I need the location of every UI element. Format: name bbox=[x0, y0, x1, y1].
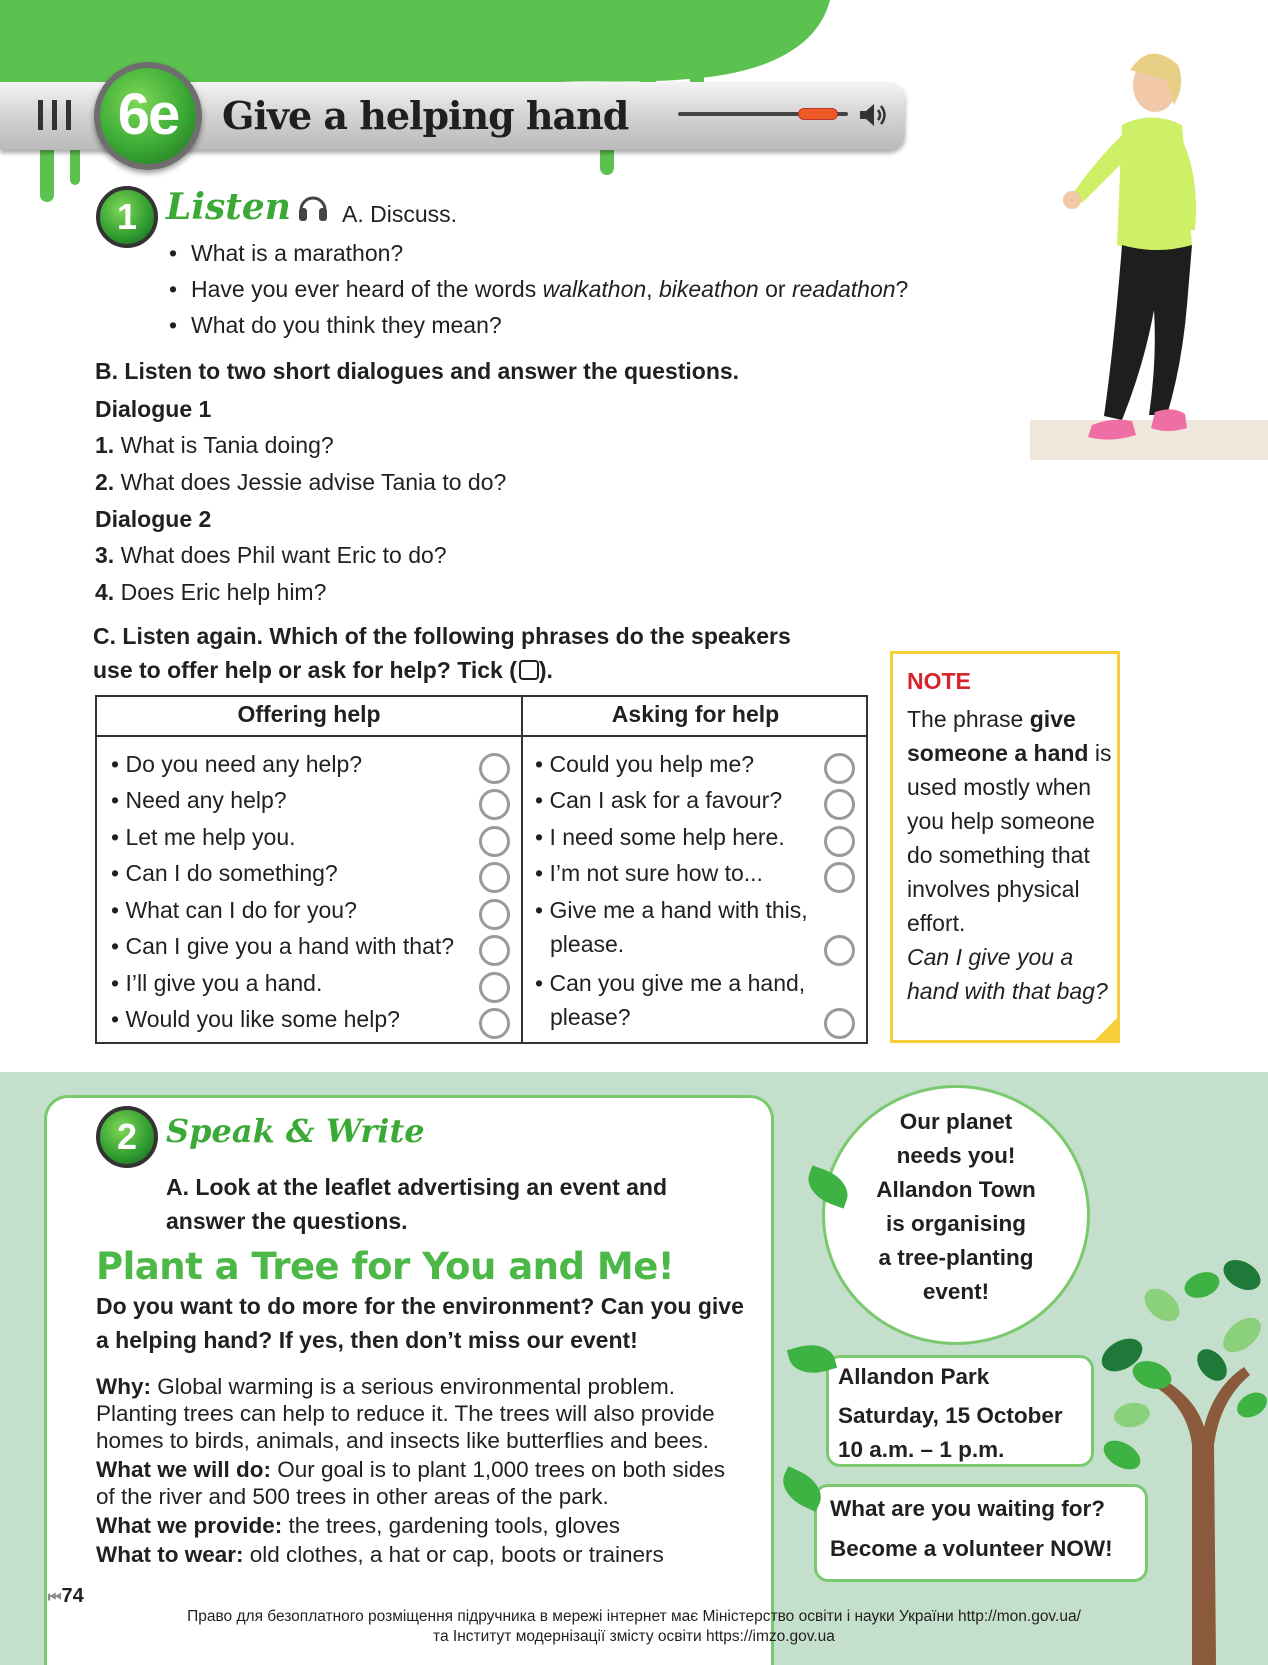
discussion-bullet bbox=[191, 275, 908, 303]
speaker-icon[interactable] bbox=[858, 102, 886, 128]
part-c-instruction: use to offer help or ask for help? Tick ( ). bbox=[93, 657, 553, 683]
offering-phrase: • Need any help? bbox=[111, 787, 287, 813]
part-a-label: A. Discuss. bbox=[342, 201, 458, 227]
headphones-icon bbox=[296, 190, 330, 224]
bullet-text-part: Have you ever heard of the words bbox=[191, 276, 543, 302]
speak-write-heading: Speak & Write bbox=[166, 1112, 425, 1150]
grip-line bbox=[38, 100, 43, 130]
dialogue-1-label: Dialogue 1 bbox=[95, 396, 212, 422]
bullet-text-part: ? bbox=[895, 276, 909, 302]
tick-checkbox[interactable] bbox=[479, 753, 510, 784]
asking-phrase: • I need some help here. bbox=[535, 824, 785, 850]
part-b-instruction: B. Listen to two short dialogues and answer the questions. bbox=[95, 358, 740, 384]
bullet-text-part: , bbox=[646, 276, 659, 302]
note-corner-fold bbox=[1092, 1015, 1120, 1043]
phrases-table bbox=[95, 695, 868, 1044]
asking-phrase-continuation: please? bbox=[550, 1004, 631, 1030]
bullet-text-part: or bbox=[758, 276, 792, 302]
question-item: 1. What is Tania doing? bbox=[95, 432, 334, 458]
exercise-number-badge: 1 bbox=[96, 186, 158, 248]
asking-phrase: • I’m not sure how to... bbox=[535, 860, 763, 886]
exercise-number-badge: 2 bbox=[96, 1106, 158, 1168]
tick-box-icon bbox=[519, 660, 539, 680]
note-body: The phrase give someone a hand is used mostly when you help someone do something that involves physical effort. Can I give you a hand with that bag? bbox=[907, 702, 1117, 1008]
asking-phrase: • Can I ask for a favour? bbox=[535, 787, 783, 813]
asking-phrase: • Could you help me? bbox=[535, 751, 755, 777]
leaflet-why: Why: Global warming is a serious environmental problem. bbox=[96, 1374, 675, 1399]
cta-volunteer: Become a volunteer NOW! bbox=[830, 1536, 1113, 1561]
tree-illustration bbox=[1092, 1245, 1268, 1665]
listen-heading: Listen bbox=[166, 186, 291, 228]
note-box bbox=[890, 651, 1120, 1043]
note-example: Can I give you a hand with that bag? bbox=[907, 944, 1108, 1004]
word-bikeathon: bikeathon bbox=[658, 276, 759, 302]
leaflet-what-to-wear: What to wear: old clothes, a hat or cap, boots or trainers bbox=[96, 1542, 664, 1567]
event-bubble-text: Our planet needs you! Allandon Town is organising a tree-planting event! bbox=[876, 1109, 1036, 1304]
tick-checkbox[interactable] bbox=[479, 935, 510, 966]
tick-checkbox[interactable] bbox=[479, 1008, 510, 1039]
page-back-icon: ⏮ bbox=[48, 1589, 62, 1606]
offering-phrase: • Would you like some help? bbox=[111, 1006, 400, 1032]
tick-checkbox[interactable] bbox=[824, 753, 855, 784]
tick-checkbox[interactable] bbox=[479, 899, 510, 930]
discussion-bullet: • What is a marathon? bbox=[191, 239, 403, 267]
leaflet-what-we-do: of the river and 500 trees in other areas of the park. bbox=[96, 1484, 609, 1509]
offering-phrase: • Can I do something? bbox=[111, 860, 338, 886]
word-readathon: readathon bbox=[791, 276, 896, 302]
asking-phrase: • Give me a hand with this, bbox=[535, 897, 808, 923]
offering-phrase: • Let me help you. bbox=[111, 824, 296, 850]
part-a-instruction: A. Look at the leaflet advertising an event and bbox=[166, 1174, 668, 1200]
leaflet-why: homes to birds, animals, and insects like butterflies and bees. bbox=[96, 1428, 709, 1453]
header-divider bbox=[97, 735, 866, 737]
tick-checkbox[interactable] bbox=[479, 862, 510, 893]
leaflet-title: Plant a Tree for You and Me! bbox=[96, 1245, 675, 1288]
tick-checkbox[interactable] bbox=[824, 789, 855, 820]
question-item: 4. Does Eric help him? bbox=[95, 579, 327, 605]
question-item: 2. What does Jessie advise Tania to do? bbox=[95, 469, 507, 495]
leaflet-intro: Do you want to do more for the environment? Can you give bbox=[96, 1293, 744, 1319]
cta-question: What are you waiting for? bbox=[830, 1496, 1106, 1521]
asking-help-header: Asking for help bbox=[611, 701, 780, 727]
offering-phrase: • What can I do for you? bbox=[111, 897, 357, 923]
lesson-title: Give a helping hand bbox=[222, 93, 629, 138]
dialogue-2-label: Dialogue 2 bbox=[95, 506, 212, 532]
discussion-bullet: • What do you think they mean? bbox=[191, 311, 502, 339]
tick-checkbox[interactable] bbox=[824, 826, 855, 857]
grip-line bbox=[52, 100, 57, 130]
page-number: ⏮74 bbox=[48, 1585, 84, 1607]
offering-phrase: • Can I give you a hand with that? bbox=[111, 933, 455, 959]
tick-checkbox[interactable] bbox=[479, 972, 510, 1003]
tick-checkbox[interactable] bbox=[824, 935, 855, 966]
offering-phrase: • Do you need any help? bbox=[111, 751, 363, 777]
audio-progress-knob[interactable] bbox=[798, 108, 838, 120]
offering-help-header: Offering help bbox=[237, 701, 381, 727]
tick-checkbox[interactable] bbox=[479, 826, 510, 857]
asking-phrase: • Can you give me a hand, bbox=[535, 970, 806, 996]
leaflet-what-we-do: What we will do: Our goal is to plant 1,000 trees on both sides bbox=[96, 1457, 726, 1482]
tick-checkbox[interactable] bbox=[479, 789, 510, 820]
part-c-instruction: C. Listen again. Which of the following phrases do the speakers bbox=[93, 623, 791, 649]
leaflet-why: Planting trees can help to reduce it. The trees will also provide bbox=[96, 1401, 715, 1426]
leaflet-intro: a helping hand? If yes, then don’t miss our event! bbox=[96, 1327, 638, 1353]
part-a-instruction: answer the questions. bbox=[166, 1208, 408, 1234]
unit-badge: 6e bbox=[94, 62, 202, 170]
event-date: Saturday, 15 October bbox=[838, 1403, 1063, 1428]
question-item: 3. What does Phil want Eric to do? bbox=[95, 542, 447, 568]
event-place: Allandon Park bbox=[838, 1364, 990, 1389]
word-walkathon: walkathon bbox=[542, 276, 647, 302]
asking-phrase-continuation: please. bbox=[550, 931, 625, 957]
tick-checkbox[interactable] bbox=[824, 862, 855, 893]
leaflet-what-we-provide: What we provide: the trees, gardening tools, gloves bbox=[96, 1513, 620, 1538]
tick-checkbox[interactable] bbox=[824, 1008, 855, 1039]
walking-woman-photo bbox=[1030, 40, 1268, 460]
event-time: 10 a.m. – 1 p.m. bbox=[838, 1437, 1005, 1462]
grip-line bbox=[66, 100, 71, 130]
footer-copyright: Право для безоплатного розміщення підручника в мережі інтернет має Міністерство освіти і науки України http://mon.gov.ua/ bbox=[187, 1608, 1081, 1625]
offering-phrase: • I’ll give you a hand. bbox=[111, 970, 323, 996]
column-divider bbox=[521, 697, 523, 1042]
note-title: NOTE bbox=[907, 668, 971, 694]
footer-copyright: та Інститут модернізації змісту освіти https://imzo.gov.ua bbox=[433, 1628, 835, 1645]
